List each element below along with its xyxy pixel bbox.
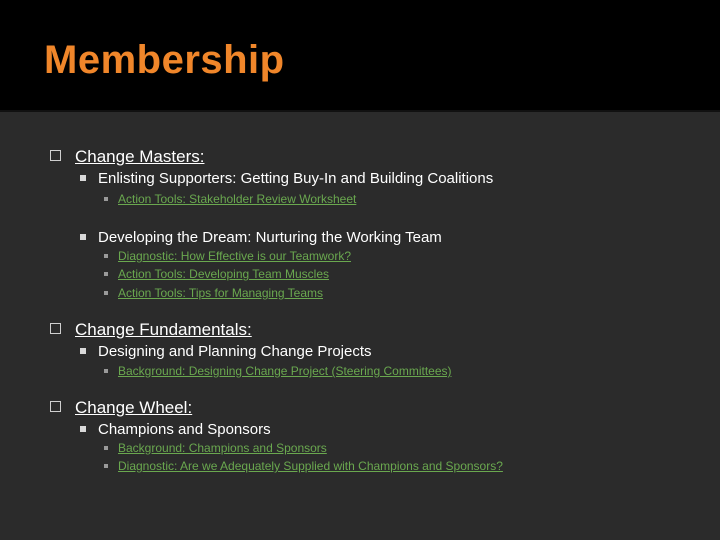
small-bullet-icon bbox=[104, 369, 108, 373]
link-designing-change-project[interactable]: Background: Designing Change Project (Steering Committees) bbox=[118, 364, 452, 378]
small-bullet-icon bbox=[104, 272, 108, 276]
link-champions-diagnostic[interactable]: Diagnostic: Are we Adequately Supplied with Champions and Sponsors? bbox=[118, 459, 503, 473]
subsection-text: Enlisting Supporters: Getting Buy-In and Building Coalitions bbox=[98, 170, 494, 187]
square-bullet-icon bbox=[50, 401, 61, 412]
square-bullet-icon bbox=[80, 175, 86, 181]
section-heading: Change Fundamentals: bbox=[75, 320, 252, 339]
link-tips-managing-teams[interactable]: Action Tools: Tips for Managing Teams bbox=[118, 286, 323, 300]
link-developing-team-muscles[interactable]: Action Tools: Developing Team Muscles bbox=[118, 267, 329, 281]
square-bullet-icon bbox=[50, 323, 61, 334]
section-heading: Change Wheel: bbox=[75, 398, 193, 417]
square-bullet-icon bbox=[50, 150, 61, 161]
link-champions-sponsors[interactable]: Background: Champions and Sponsors bbox=[118, 441, 327, 455]
square-bullet-icon bbox=[80, 234, 86, 240]
square-bullet-icon bbox=[80, 348, 86, 354]
link-teamwork-diagnostic[interactable]: Diagnostic: How Effective is our Teamwork? bbox=[118, 249, 351, 263]
subsection-text: Designing and Planning Change Projects bbox=[98, 343, 372, 360]
small-bullet-icon bbox=[104, 254, 108, 258]
section-heading: Change Masters: bbox=[75, 147, 205, 166]
small-bullet-icon bbox=[104, 197, 108, 201]
small-bullet-icon bbox=[104, 291, 108, 295]
slide-title: Membership bbox=[44, 38, 285, 82]
small-bullet-icon bbox=[104, 446, 108, 450]
small-bullet-icon bbox=[104, 464, 108, 468]
link-stakeholder-review-worksheet[interactable]: Action Tools: Stakeholder Review Worksheet bbox=[118, 192, 357, 206]
subsection-text: Champions and Sponsors bbox=[98, 421, 271, 438]
square-bullet-icon bbox=[80, 426, 86, 432]
subsection-text: Developing the Dream: Nurturing the Working Team bbox=[98, 229, 442, 246]
